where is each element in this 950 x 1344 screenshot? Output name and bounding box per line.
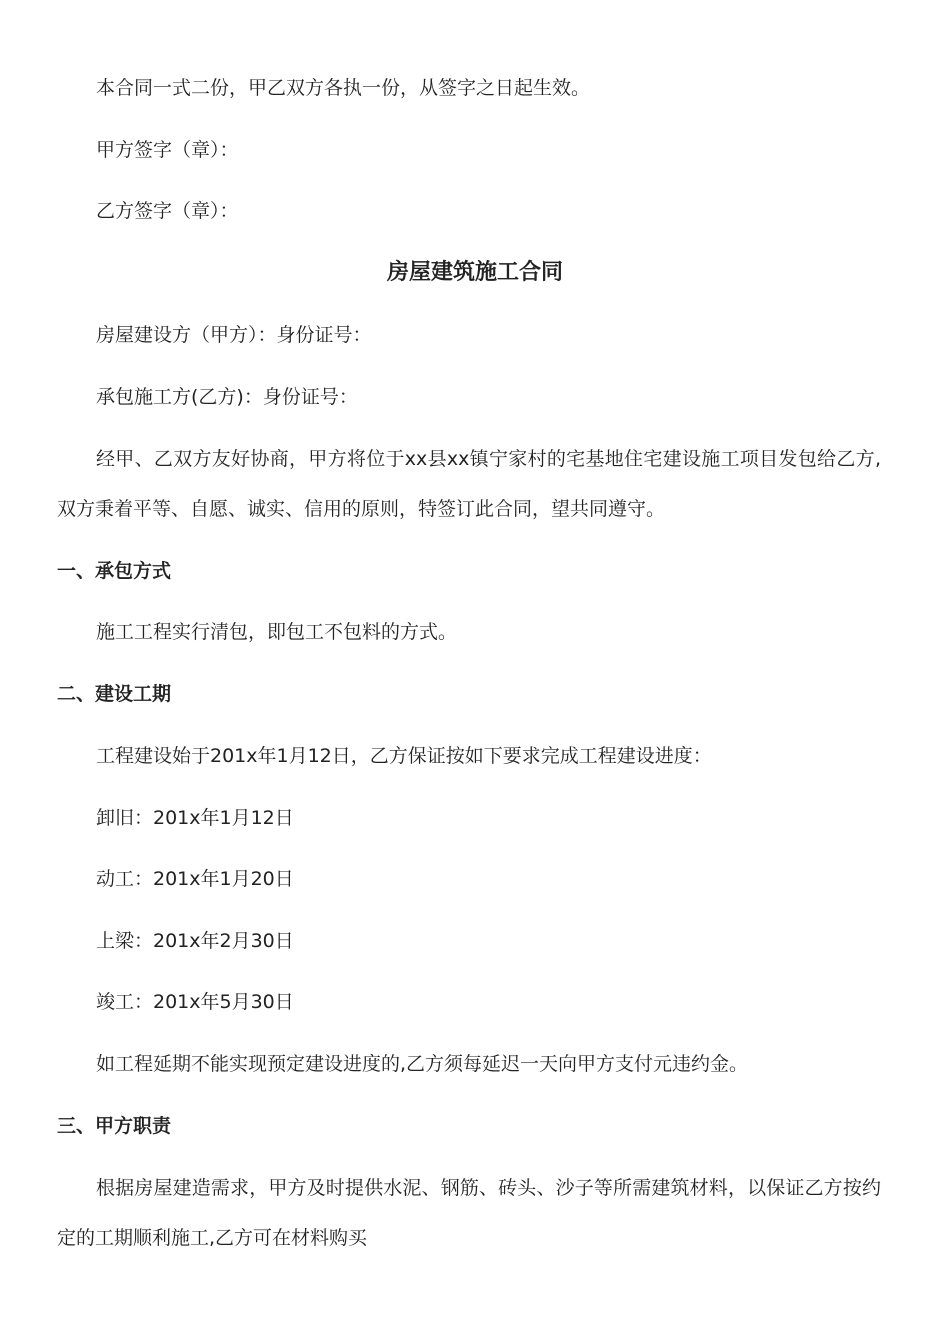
- party-b-line: 承包施工方(乙方)：身份证号：: [96, 386, 358, 408]
- section-heading-contract-mode: 一、承包方式: [57, 560, 172, 582]
- party-a-duties-line-2: 定的工期顺利施工,乙方可在材料购买: [57, 1227, 368, 1249]
- schedule-item-demolition: 卸旧：201x年1月12日: [96, 807, 294, 829]
- schedule-item-completion: 竣工：201x年5月30日: [96, 991, 294, 1013]
- section-heading-schedule: 二、建设工期: [57, 683, 172, 705]
- document-title: 房屋建筑施工合同: [386, 260, 563, 285]
- schedule-penalty-clause: 如工程延期不能实现预定建设进度的,乙方须每延迟一天向甲方支付元违约金。: [96, 1053, 749, 1075]
- intro-paragraph-line-2: 双方秉着平等、自愿、诚实、信用的原则，特签订此合同，望共同遵守。: [57, 498, 666, 520]
- party-a-line: 房屋建设方（甲方）：身份证号：: [96, 324, 372, 346]
- schedule-item-start: 动工：201x年1月20日: [96, 868, 294, 890]
- schedule-item-beam: 上梁：201x年2月30日: [96, 930, 294, 952]
- party-a-signature-line: 甲方签字（章）：: [96, 139, 239, 161]
- section-heading-party-a-duties: 三、甲方职责: [57, 1115, 172, 1137]
- party-a-duties-line-1: 根据房屋建造需求，甲方及时提供水泥、钢筋、砖头、沙子等所需建筑材料，以保证乙方按约: [96, 1177, 881, 1199]
- contract-mode-paragraph: 施工工程实行清包，即包工不包料的方式。: [96, 621, 458, 643]
- schedule-intro: 工程建设始于201x年1月12日，乙方保证按如下要求完成工程建设进度：: [96, 745, 712, 767]
- validity-clause: 本合同一式二份，甲乙双方各执一份，从签字之日起生效。: [96, 77, 591, 99]
- intro-paragraph-line-1: 经甲、乙双方友好协商，甲方将位于xx县xx镇宁家村的宅基地住宅建设施工项目发包给乙方,: [96, 448, 881, 470]
- party-b-signature-line: 乙方签字（章）：: [96, 200, 239, 222]
